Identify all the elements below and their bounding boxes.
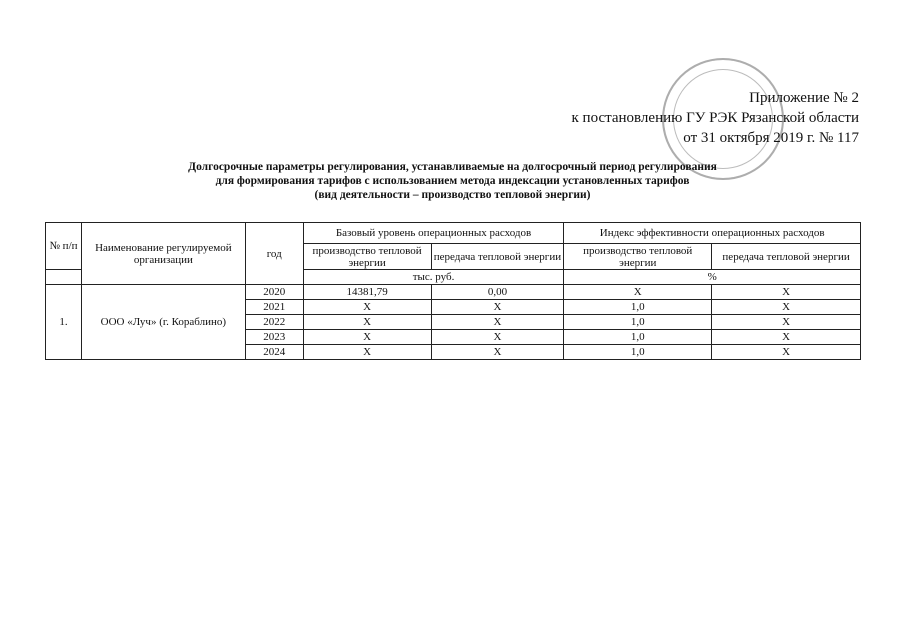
header-index-group: Индекс эффективности операционных расходов [564, 223, 861, 244]
title-line-3: (вид деятельности – производство тепловой энергии) [314, 189, 591, 201]
annex-line-3: от 31 октября 2019 г. № 117 [683, 130, 859, 146]
index-production-cell: 1,0 [564, 315, 712, 330]
table-row [46, 285, 861, 300]
header-num: № п/п [46, 223, 82, 270]
index-transmission-cell: Х [712, 345, 861, 360]
title-line-2: для формирования тарифов с использованием метода индексации установленных тарифов [215, 175, 690, 187]
index-transmission-cell: Х [712, 285, 861, 300]
index-production-cell: Х [564, 285, 712, 300]
header-row-1 [46, 223, 861, 244]
base-production-cell: Х [303, 300, 431, 315]
parameters-table [45, 222, 861, 360]
title-line-1: Долгосрочные параметры регулирования, устанавливаемые на долгосрочный период регулирования [188, 161, 717, 173]
index-transmission-cell: Х [712, 300, 861, 315]
header-index-transmission: передача тепловой энергии [712, 244, 861, 270]
year-cell: 2023 [245, 330, 303, 345]
row-number: 1. [46, 285, 82, 360]
base-transmission-cell: 0,00 [431, 285, 564, 300]
units-num-cell [46, 270, 82, 285]
base-production-cell: 14381,79 [303, 285, 431, 300]
year-cell: 2020 [245, 285, 303, 300]
index-transmission-cell: Х [712, 315, 861, 330]
unit-index: % [564, 270, 861, 285]
header-base-group: Базовый уровень операционных расходов [303, 223, 564, 244]
base-production-cell: Х [303, 330, 431, 345]
header-index-production: производство тепловой энергии [564, 244, 712, 270]
document-title [0, 160, 905, 202]
base-transmission-cell: Х [431, 315, 564, 330]
index-production-cell: 1,0 [564, 345, 712, 360]
year-cell: 2024 [245, 345, 303, 360]
base-transmission-cell: Х [431, 345, 564, 360]
annex-header [572, 88, 859, 148]
base-transmission-cell: Х [431, 330, 564, 345]
base-transmission-cell: Х [431, 300, 564, 315]
base-production-cell: Х [303, 345, 431, 360]
header-base-production: производство тепловой энергии [303, 244, 431, 270]
year-cell: 2022 [245, 315, 303, 330]
index-production-cell: 1,0 [564, 300, 712, 315]
annex-line-2: к постановлению ГУ РЭК Рязанской области [571, 110, 859, 126]
base-production-cell: Х [303, 315, 431, 330]
annex-line-1: Приложение № 2 [749, 90, 859, 106]
year-cell: 2021 [245, 300, 303, 315]
index-transmission-cell: Х [712, 330, 861, 345]
header-year: год [245, 223, 303, 285]
header-org: Наименование регулируемой организации [81, 223, 245, 285]
organization-name: ООО «Луч» (г. Кораблино) [81, 285, 245, 360]
unit-base: тыс. руб. [303, 270, 564, 285]
header-base-transmission: передача тепловой энергии [431, 244, 564, 270]
index-production-cell: 1,0 [564, 330, 712, 345]
